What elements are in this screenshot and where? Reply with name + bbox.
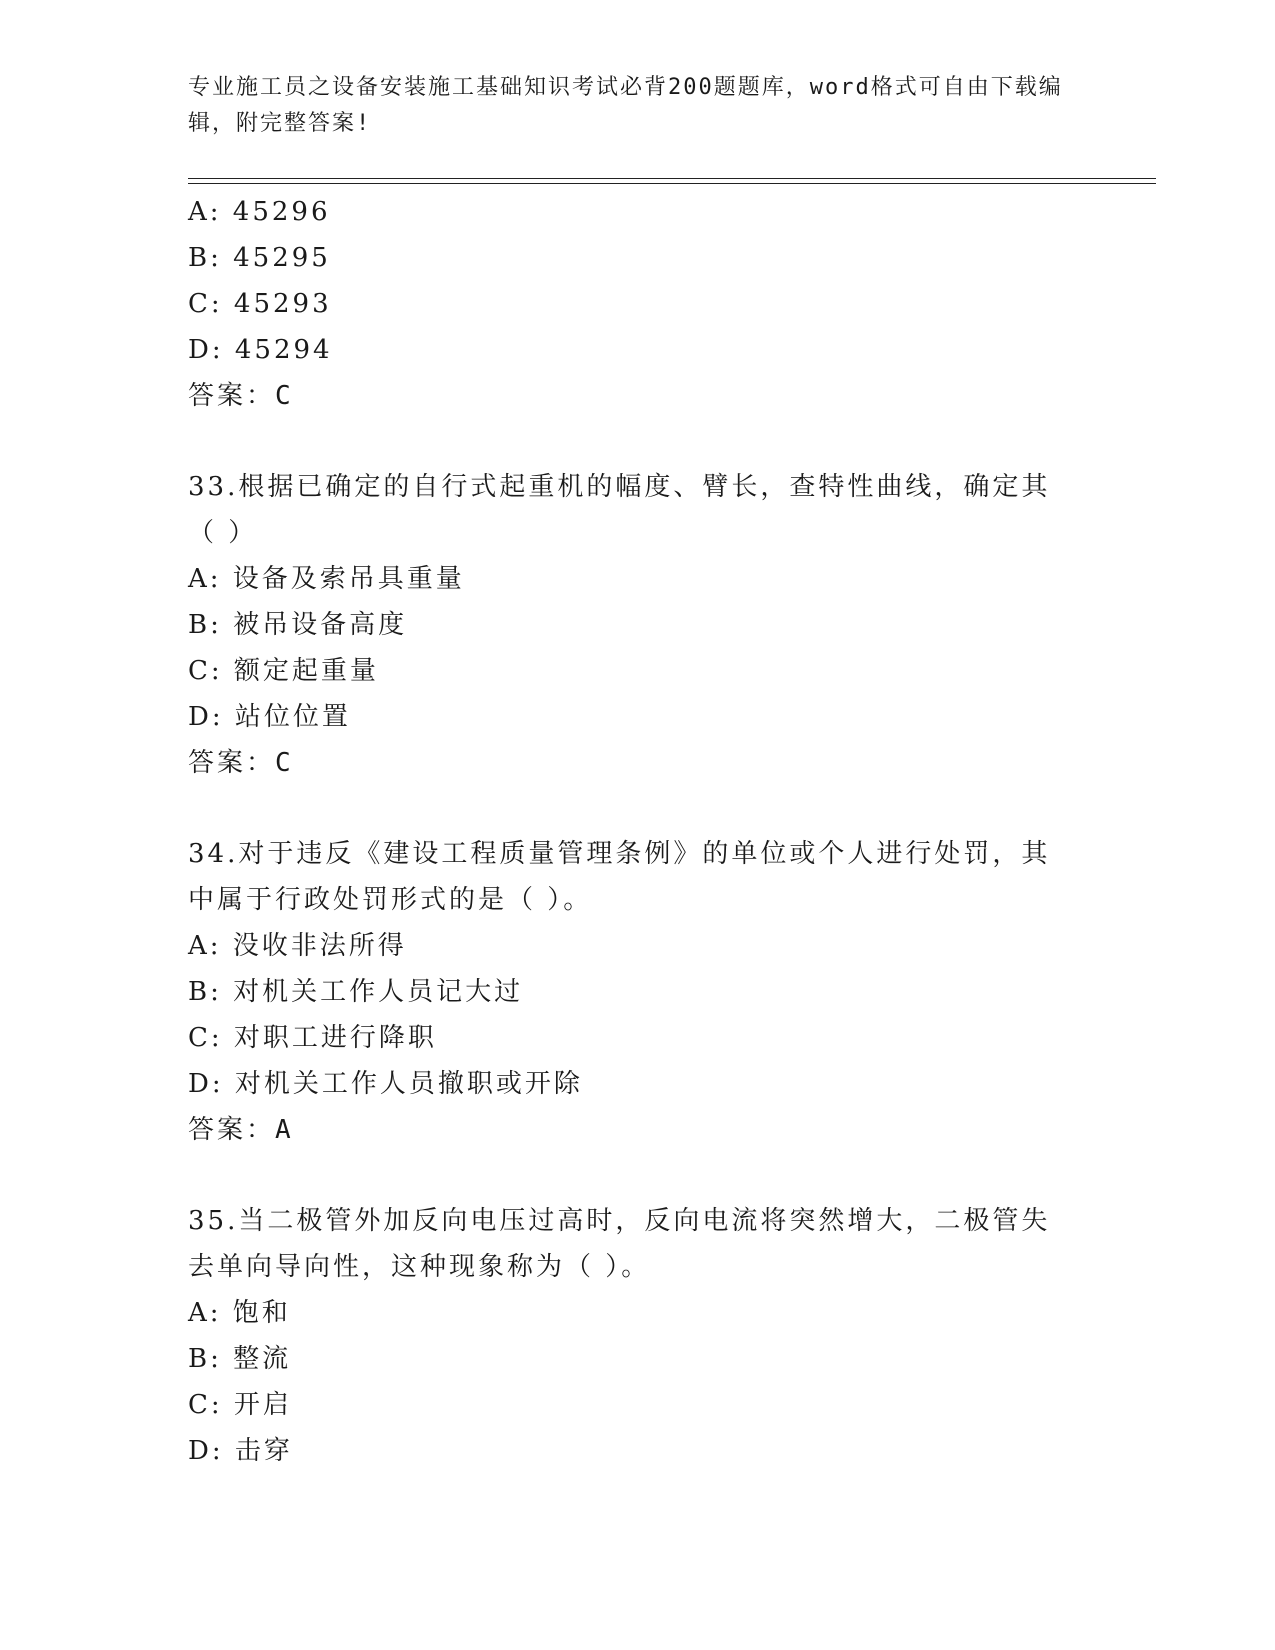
question-text: 33.根据已确定的自行式起重机的幅度、臂长，查特性曲线，确定其（ ） (188, 472, 1051, 548)
document-header: 专业施工员之设备安装施工基础知识考试必背200题题库，word格式可自由下载编辑，附完整答案! (188, 75, 1063, 136)
option-d: D: 对机关工作人员撤职或开除 (188, 1069, 583, 1099)
question-block-35 (188, 1198, 1088, 1474)
option-d: D: 站位位置 (188, 702, 351, 732)
answer-line: 答案：A (188, 1115, 294, 1145)
option-b: B: 对机关工作人员记大过 (188, 977, 524, 1007)
option-a: A: 饱和 (188, 1298, 291, 1328)
option-d: D: 45294 (188, 335, 333, 365)
option-c: C: 对职工进行降职 (188, 1023, 437, 1053)
question-list (188, 189, 1088, 1474)
header-divider-top (188, 178, 1156, 179)
option-a: A: 没收非法所得 (188, 931, 407, 961)
option-c: C: 额定起重量 (188, 656, 379, 686)
answer-line: 答案：C (188, 381, 294, 411)
question-block-33 (188, 464, 1088, 786)
option-b: B: 整流 (188, 1344, 292, 1374)
question-text: 34.对于违反《建设工程质量管理条例》的单位或个人进行处罚，其中属于行政处罚形式的是（ ）。 (188, 839, 1051, 915)
option-c: C: 45293 (188, 289, 332, 319)
question-block-32 (188, 189, 1088, 419)
question-text: 35.当二极管外加反向电压过高时，反向电流将突然增大，二极管失去单向导向性，这种现象称为（ ）。 (188, 1206, 1051, 1282)
option-b: B: 被吊设备高度 (188, 610, 408, 640)
answer-line: 答案：C (188, 748, 294, 778)
header-divider-bottom (188, 183, 1156, 184)
question-block-34 (188, 831, 1088, 1153)
option-b: B: 45295 (188, 243, 331, 273)
option-c: C: 开启 (188, 1390, 292, 1420)
option-a: A: 45296 (188, 197, 331, 227)
option-d: D: 击穿 (188, 1436, 293, 1466)
option-a: A: 设备及索吊具重量 (188, 564, 465, 594)
